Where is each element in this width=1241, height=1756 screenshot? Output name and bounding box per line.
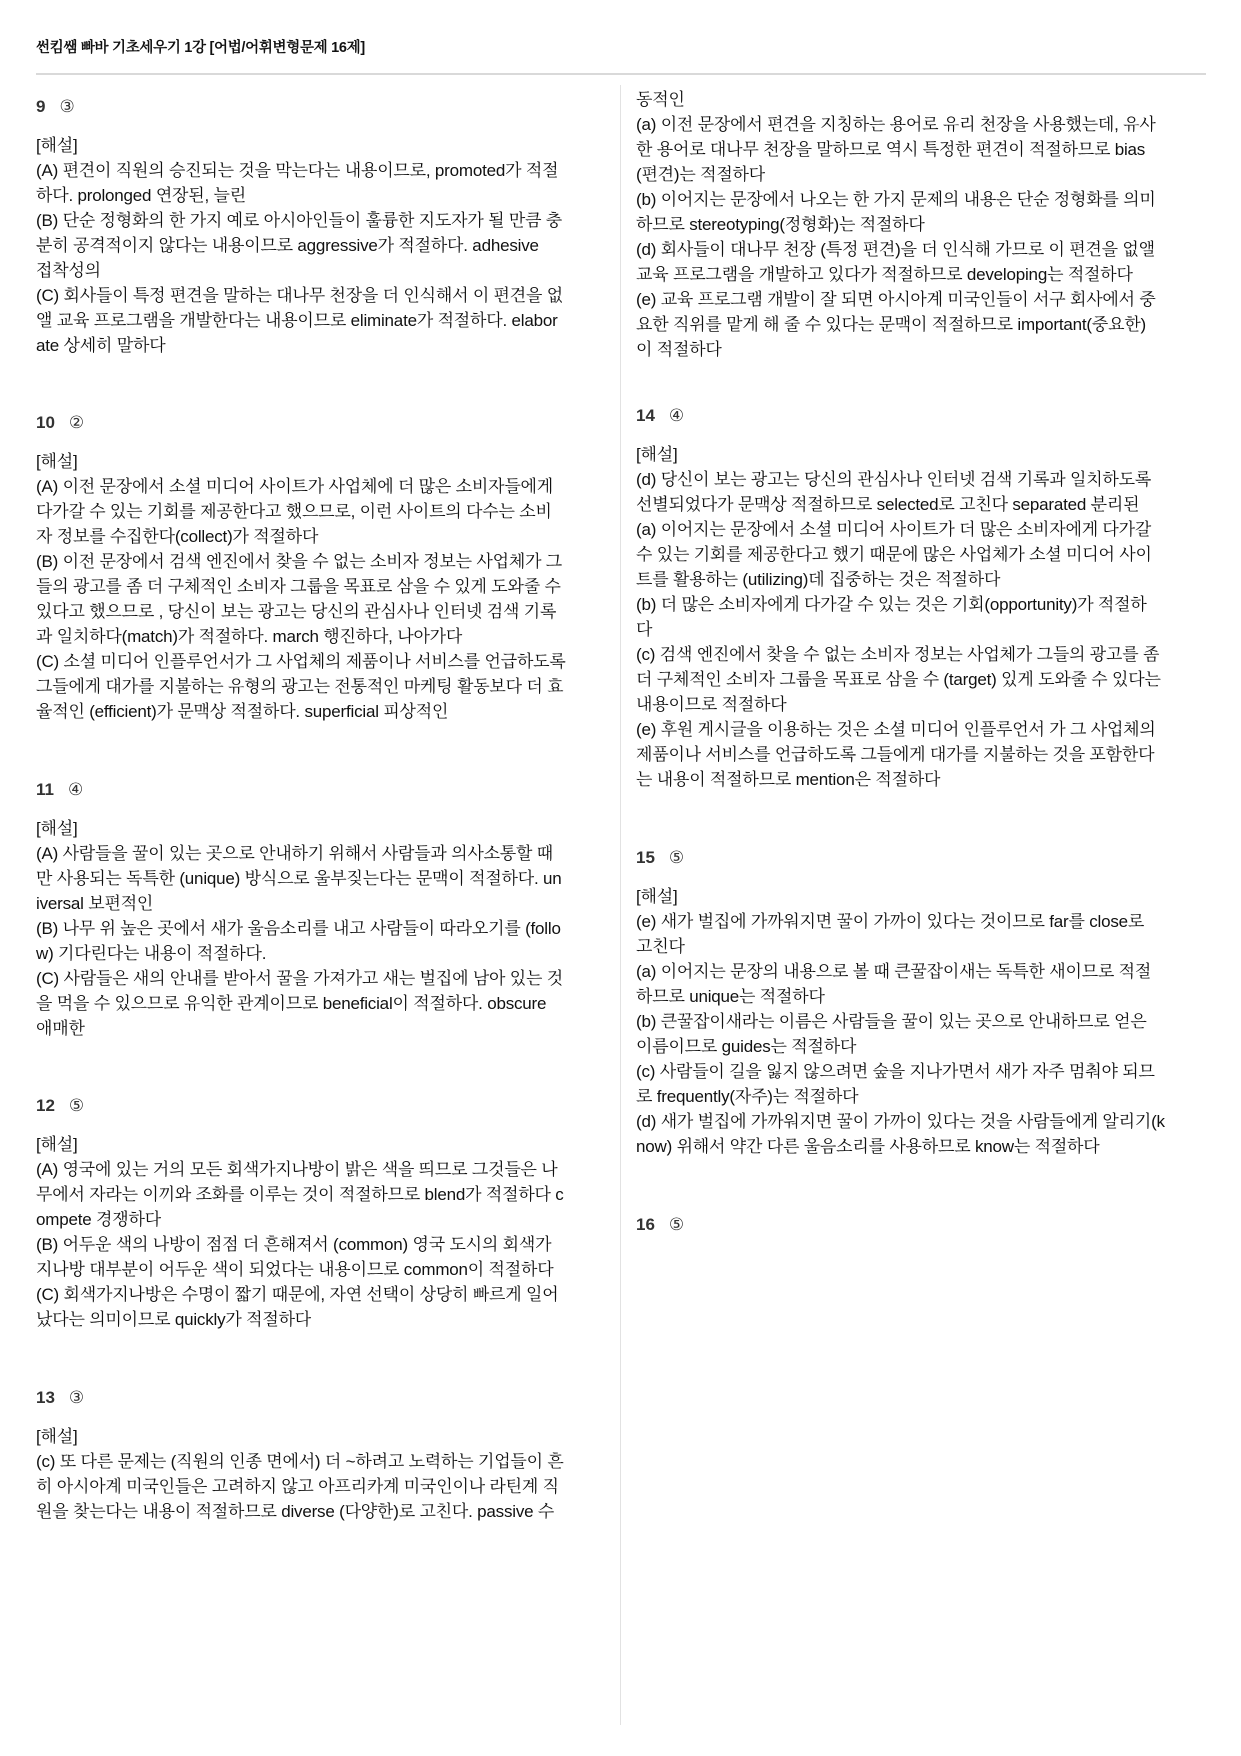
question-number: 14 [636,406,655,425]
explanation-line: (B) 나무 위 높은 곳에서 새가 울음소리를 내고 사람들이 따라오기를 (follo [36,919,561,938]
explanation-line: (b) 이어지는 문장에서 나오는 한 가지 문제의 내용은 단순 정형화를 의미 [636,190,1156,209]
question-heading [636,403,1216,429]
explanation-line: 애매한 [36,1019,85,1038]
explanation-line: (a) 이어지는 문장의 내용으로 볼 때 큰꿀잡이새는 독특한 새이므로 적절 [636,962,1152,981]
explanation-line: (c) 검색 엔진에서 찾을 수 없는 소비자 정보는 사업체가 그들의 광고를 좀 [636,645,1160,664]
question-heading [36,777,616,803]
answer-section-15 [636,845,1216,1159]
explanation-line: 고친다 [636,937,685,956]
explanation-label: [해설] [36,452,78,471]
explanation-line: 앨 교육 프로그램을 개발한다는 내용이므로 eliminate가 적절하다. elabor [36,311,558,330]
explanation-label: [해설] [636,445,678,464]
explanation-line: (A) 이전 문장에서 소셜 미디어 사이트가 사업체에 더 많은 소비자들에게 [36,477,553,496]
explanation-line: (b) 더 많은 소비자에게 다가갈 수 있는 것은 기회(opportunity)가 적절하 [636,595,1147,614]
explanation-line: 한 용어로 대나무 천장을 말하므로 역시 특정한 편견이 적절하므로 bias [636,140,1146,159]
explanation-line: 있다고 했으므로 , 당신이 보는 광고는 당신의 관심사나 인터넷 검색 기록 [36,602,557,621]
explanation-line: (C) 회사들이 특정 편견을 말하는 대나무 천장을 더 인식해서 이 편견을 없 [36,286,563,305]
explanation-line: (A) 사람들을 꿀이 있는 곳으로 안내하기 위해서 사람들과 의사소통할 때 [36,844,553,863]
answer-section-13 [36,1385,616,1524]
column-divider [620,85,621,1725]
question-number: 10 [36,413,55,432]
explanation-line: iversal 보편적인 [36,894,154,913]
question-number: 12 [36,1096,55,1115]
explanation-line: 동적인 [636,90,685,109]
answer-choice: ④ [67,780,84,799]
question-heading [36,410,616,436]
answer-choice: ④ [668,406,685,425]
answer-choice: ③ [68,1388,85,1407]
explanation-line: (c) 또 다른 문제는 (직원의 인종 면에서) 더 ~하려고 노력하는 기업들이 흔 [36,1452,564,1471]
explanation-line: (e) 교육 프로그램 개발이 잘 되면 아시아계 미국인들이 서구 회사에서 중 [636,290,1156,309]
explanation-line: 하다. prolonged 연장된, 늘린 [36,186,246,205]
explanation-line: 들의 광고를 좀 더 구체적인 소비자 그룹을 목표로 삼을 수 있게 도와줄 수 [36,577,561,596]
explanation-line: ompete 경쟁하다 [36,1210,161,1229]
answer-choice: ② [68,413,85,432]
explanation-line: (B) 어두운 색의 나방이 점점 더 흔해져서 (common) 영국 도시의 회색가 [36,1235,552,1254]
answer-section-12 [36,1093,616,1332]
right-column-continuation [636,87,1216,362]
explanation-line: (e) 새가 벌집에 가까워지면 꿀이 가까이 있다는 것이므로 far를 close로 [636,912,1145,931]
answer-choice: ③ [59,97,75,116]
explanation-line: (e) 후원 게시글을 이용하는 것은 소셜 미디어 인플루언서 가 그 사업체의 [636,720,1156,739]
explanation-line: 히 아시아계 미국인들은 고려하지 않고 아프리카계 미국인이나 라틴계 직 [36,1477,559,1496]
explanation-line: 제품이나 서비스를 언급하도록 그들에게 대가를 지불하는 것을 포함한다 [636,745,1155,764]
explanation-line: (C) 사람들은 새의 안내를 받아서 꿀을 가져가고 새는 벌집에 남아 있는 것 [36,969,563,988]
answer-section-14 [636,403,1216,792]
explanation-line: w) 기다린다는 내용이 적절하다. [36,944,267,963]
explanation-line: 지나방 대부분이 어두운 색이 되었다는 내용이므로 common이 적절하다 [36,1260,554,1279]
explanation-line: (B) 이전 문장에서 검색 엔진에서 찾을 수 없는 소비자 정보는 사업체가 그 [36,552,563,571]
explanation-label: [해설] [636,887,678,906]
explanation-line: 율적인 (efficient)가 문맥상 적절하다. superficial 피상적인 [36,702,449,721]
question-heading [636,845,1216,871]
explanation-line: (편견)는 적절하다 [636,165,765,184]
explanation-line: (b) 큰꿀잡이새라는 이름은 사람들을 꿀이 있는 곳으로 안내하므로 얻은 [636,1012,1147,1031]
question-heading [636,1212,1216,1238]
explanation-line: 수 있는 기회를 제공한다고 했기 때문에 많은 사업체가 소셜 미디어 사이 [636,545,1152,564]
explanation-line: 다 [636,620,653,639]
explanation-line: 이름이므로 guides는 적절하다 [636,1037,857,1056]
explanation-line: 하므로 stereotyping(정형화)는 적절하다 [636,215,925,234]
explanation-line: 무에서 자라는 이끼와 조화를 이루는 것이 적절하므로 blend가 적절하다 c [36,1185,564,1204]
explanation-line: 트를 활용하는 (utilizing)데 집중하는 것은 적절하다 [636,570,1001,589]
explanation-line: 분히 공격적이지 않다는 내용이므로 aggressive가 적절하다. adhesive [36,236,539,255]
explanation-line: 다가갈 수 있는 기회를 제공한다고 했으므로, 이런 사이트의 다수는 소비 [36,502,552,521]
document-title: 썬킴쌤 빠바 기초세우기 1강 [어법/어휘변형문제 16제] [36,40,365,56]
question-heading [36,94,616,120]
explanation-line: (A) 편견이 직원의 승진되는 것을 막는다는 내용이므로, promoted가 적절 [36,161,559,180]
explanation-line: (a) 이전 문장에서 편견을 지칭하는 용어로 유리 천장을 사용했는데, 유사 [636,115,1156,134]
explanation-label: [해설] [36,136,78,155]
explanation-line: 선별되었다가 문맥상 적절하므로 selected로 고친다 separated 분리된 [636,495,1140,514]
answer-section-16 [636,1212,1216,1251]
explanation-line: now) 위해서 약간 다른 울음소리를 사용하므로 know는 적절하다 [636,1137,1100,1156]
explanation-line: 만 사용되는 독특한 (unique) 방식으로 울부짖는다는 문맥이 적절하다. un [36,869,562,888]
answer-choice: ⑤ [668,1215,685,1234]
explanation-line: (C) 회색가지나방은 수명이 짧기 때문에, 자연 선택이 상당히 빠르게 일어 [36,1285,559,1304]
question-heading [36,1093,616,1119]
explanation-line: 요한 직위를 맡게 해 줄 수 있다는 문맥이 적절하므로 important(중요한) [636,315,1147,334]
explanation-line: 더 구체적인 소비자 그룹을 목표로 삼을 수 (target) 있게 도와줄 수 있다는 [636,670,1161,689]
explanation-line: (c) 사람들이 길을 잃지 않으려면 숲을 지나가면서 새가 자주 멈춰야 되므 [636,1062,1155,1081]
explanation-line: 원을 찾는다는 내용이 적절하므로 diverse (다양한)로 고친다. passive 수 [36,1502,555,1521]
explanation-line: 을 먹을 수 있으므로 유익한 관계이므로 beneficial이 적절하다. obscure [36,994,547,1013]
explanation-line: (d) 회사들이 대나무 천장 (특정 편견)을 더 인식해 가므로 이 편견을 없앨 [636,240,1155,259]
explanation-label: [해설] [36,1135,78,1154]
answer-section-10 [36,410,616,724]
explanation-line: (a) 이어지는 문장에서 소셜 미디어 사이트가 더 많은 소비자에게 다가갈 [636,520,1152,539]
explanation-line: 교육 프로그램을 개발하고 있다가 적절하므로 developing는 적절하다 [636,265,1133,284]
explanation-line: 내용이므로 적절하다 [636,695,787,714]
explanation-line: (d) 당신이 보는 광고는 당신의 관심사나 인터넷 검색 기록과 일치하도록 [636,470,1152,489]
explanation-line: (d) 새가 벌집에 가까워지면 꿀이 가까이 있다는 것을 사람들에게 알리기(k [636,1112,1165,1131]
explanation-line: 접착성의 [36,261,101,280]
header-divider [36,73,1206,75]
question-number: 16 [636,1215,655,1234]
explanation-line: 자 정보를 수집한다(collect)가 적절하다 [36,527,319,546]
answer-choice: ⑤ [668,848,685,867]
explanation-line: ate 상세히 말하다 [36,336,166,355]
answer-section-9 [36,94,616,358]
question-heading [36,1385,616,1411]
explanation-line: (B) 단순 정형화의 한 가지 예로 아시아인들이 훌륭한 지도자가 될 만큼 충 [36,211,563,230]
explanation-line: 는 내용이 적절하므로 mention은 적절하다 [636,770,941,789]
explanation-line: (C) 소셜 미디어 인플루언서가 그 사업체의 제품이나 서비스를 언급하도록 [36,652,566,671]
explanation-line: (A) 영국에 있는 거의 모든 회색가지나방이 밝은 색을 띄므로 그것들은 나 [36,1160,558,1179]
explanation-line: 로 frequently(자주)는 적절하다 [636,1087,859,1106]
explanation-line: 이 적절하다 [636,340,722,359]
answer-section-11 [36,777,616,1041]
explanation-line: 났다는 의미이므로 quickly가 적절하다 [36,1310,312,1329]
question-number: 11 [36,780,54,799]
explanation-label: [해설] [36,1427,78,1446]
question-number: 15 [636,848,655,867]
explanation-label: [해설] [36,819,78,838]
answer-choice: ⑤ [68,1096,85,1115]
explanation-line: 과 일치하다(match)가 적절하다. march 행진하다, 나아가다 [36,627,463,646]
question-number: 9 [36,97,46,116]
explanation-line: 그들에게 대가를 지불하는 유형의 광고는 전통적인 마케팅 활동보다 더 효 [36,677,564,696]
explanation-line: 하므로 unique는 적절하다 [636,987,825,1006]
question-number: 13 [36,1388,55,1407]
